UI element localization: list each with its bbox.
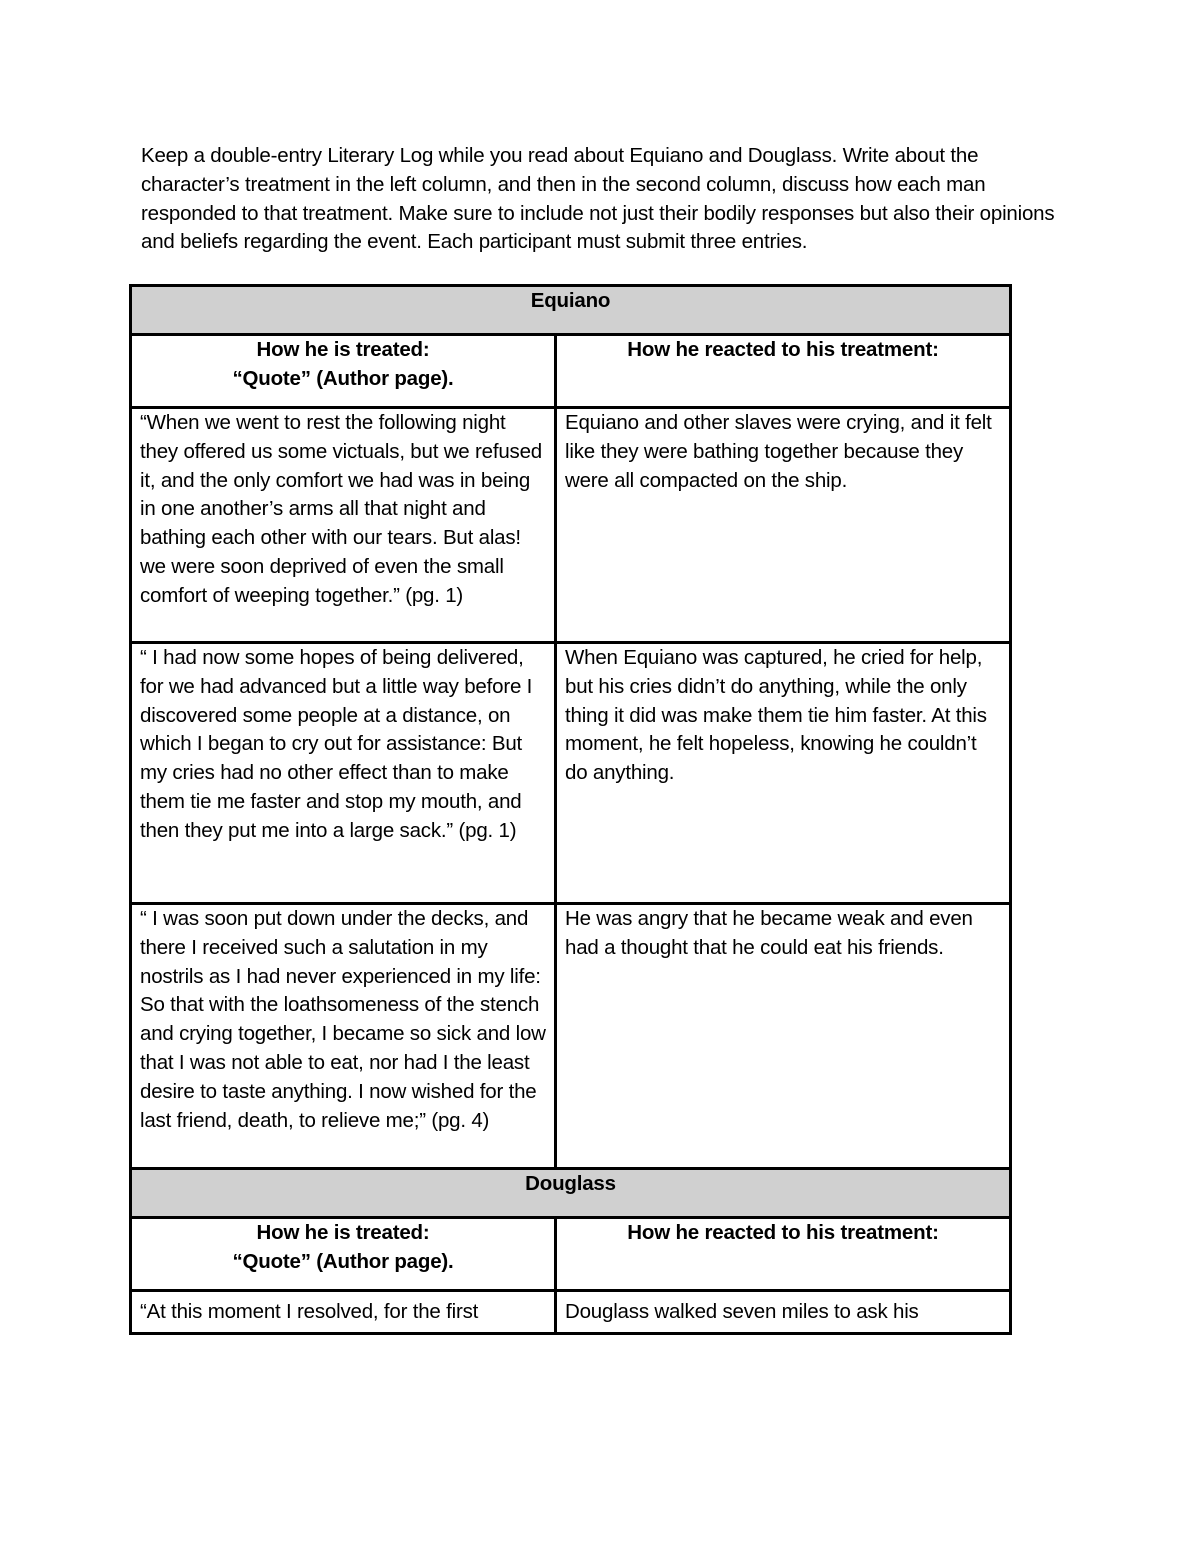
treatment-header-line1: How he is treated: [256,338,430,361]
table-row [131,1291,1011,1334]
table-row [131,904,1011,1169]
equiano-section-header [131,286,1011,335]
douglass-treatment-header [131,1218,556,1291]
douglass-reaction-header: How he reacted to his treatment: [556,1218,1011,1291]
equiano-title: Equiano [131,286,1011,335]
quote-cell: “ I was soon put down under the decks, and there I received such a salutation in my nostrils as I had never experienced in my life: So that with the loathsomeness of the stench and crying together, I became so sick and low that I was not able to eat, nor had I the least desire to taste anything. I now wished for the last friend, death, to relieve me;” (pg. 4) [131,904,556,1169]
douglass-column-headers [131,1218,1011,1291]
treatment-header-line2: “Quote” (Author page). [232,1249,454,1273]
equiano-reaction-header: How he reacted to his treatment: [556,335,1011,408]
treatment-header-line1: How he is treated: [256,1221,430,1244]
instructions-paragraph: Keep a double-entry Literary Log while you read about Equiano and Douglass. Write about the character’s treatment in the left column, and then in the second column, discuss how each man responded to that treatment. Make sure to include not just their bodily responses but also their opinions and beliefs regarding the event. Each participant must submit three entries. [141,144,1055,254]
reaction-cell: When Equiano was captured, he cried for help, but his cries didn’t do anything, while the only thing it did was make them tie him faster. At this moment, he felt hopeless, knowing he couldn’t do anything. [556,643,1011,904]
quote-cell: “At this moment I resolved, for the first [131,1291,556,1334]
treatment-header-line2: “Quote” (Author page). [232,366,454,390]
equiano-column-headers [131,335,1011,408]
douglass-title: Douglass [131,1169,1011,1218]
equiano-treatment-header [131,335,556,408]
table-row [131,643,1011,904]
quote-cell: “When we went to rest the following night they offered us some victuals, but we refused it, and the only comfort we had was in being in one another’s arms all that night and bathing each other with our tears. But alas! we were soon deprived of even the small comfort of weeping together.” (pg. 1) [131,408,556,643]
reaction-cell: Equiano and other slaves were crying, and it felt like they were bathing together because they were all compacted on the ship. [556,408,1011,643]
reaction-cell: He was angry that he became weak and even had a thought that he could eat his friends. [556,904,1011,1169]
literary-log-table [129,284,1012,1335]
reaction-cell: Douglass walked seven miles to ask his [556,1291,1011,1334]
douglass-section-header [131,1169,1011,1218]
quote-cell: “ I had now some hopes of being delivered, for we had advanced but a little way before I discovered some people at a distance, on which I began to cry out for assistance: But my cries had no other effect than to make them tie me faster and stop my mouth, and then they put me into a large sack.” (pg. 1) [131,643,556,904]
table-row [131,408,1011,643]
